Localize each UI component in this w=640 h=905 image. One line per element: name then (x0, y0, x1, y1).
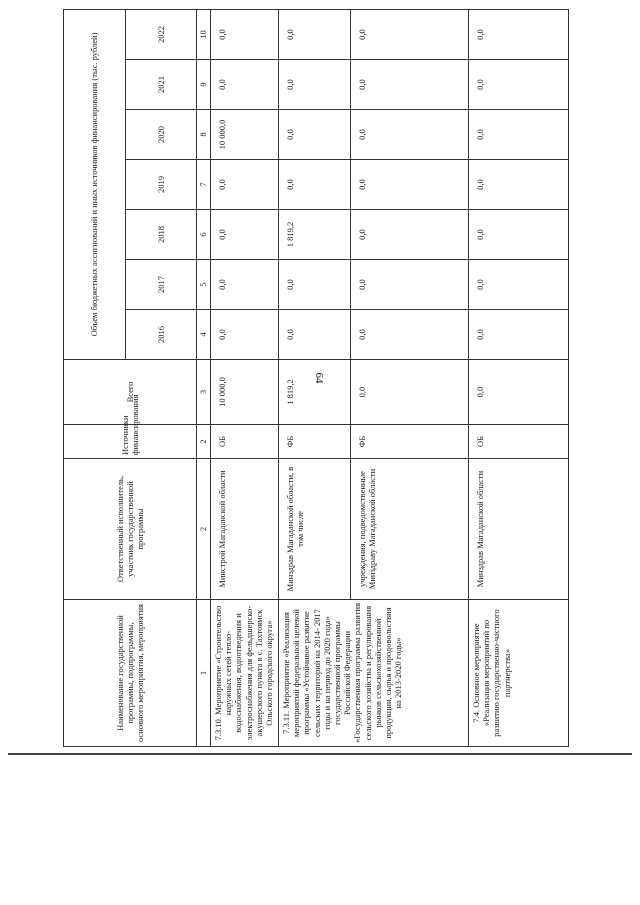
rotated-table-container (63, 10, 629, 747)
row-value: 0,0 (351, 360, 469, 425)
column-number: 6 (197, 210, 211, 260)
row-value: 0,0 (279, 260, 351, 310)
row-value: 0,0 (469, 160, 569, 210)
row-value: 0,0 (469, 9, 569, 59)
table-row (211, 9, 279, 746)
row-executor: Минздрав Магаданской области (469, 459, 569, 600)
row-executor: Минздрав Магаданской области, в том числе (279, 459, 351, 600)
row-value: 0,0 (211, 210, 279, 260)
row-name: 7.3.10. Мероприятие «Строительство наружных сетей тепло-водоснабжения, водоотведения и электроснабжения для фельдшерско-акушерского пункта в с. Тахтоямск Ольского городского округа» (211, 600, 279, 747)
budget-table (63, 9, 569, 747)
row-value: 0,0 (351, 260, 469, 310)
column-number: 10 (197, 9, 211, 59)
column-number: 1 (197, 600, 211, 747)
row-value: 0,0 (469, 210, 569, 260)
row-value: 0,0 (279, 310, 351, 360)
row-value: 0,0 (351, 110, 469, 160)
column-number: 4 (197, 310, 211, 360)
header-year: 2020 (126, 110, 197, 160)
header-year: 2017 (126, 260, 197, 310)
header-source: Источники финансирования (64, 425, 197, 459)
header-name: Наименование государственной программы, подпрограммы, основного мероприятия, мероприятия (64, 600, 197, 747)
column-number: 2 (197, 425, 211, 459)
header-year: 2022 (126, 9, 197, 59)
row-name: 7.4. Основное мероприятие «Реализация мероприятий по развитию государственно-частного партнерства» (469, 600, 569, 747)
column-number: 8 (197, 110, 211, 160)
row-value: 0,0 (211, 160, 279, 210)
row-value: 0,0 (469, 360, 569, 425)
row-source: ФБ (279, 425, 351, 459)
header-budget-group: Объем бюджетных ассигнований и иных источников финансирования (тыс. рублей) (64, 9, 126, 359)
row-name: 7.3.11. Мероприятие «Реализация мероприятий федеральной целевой программы «Устойчивое развитие сельских территорий на 2014- 2017 годы и на период до 2020 года» государственной программы Российской Федерации «Государственная программа развития сельского хозяйства и регулирования рынков сельскохозяйственной продукции, сырья и продовольствия на 2013-2020 годы» (279, 600, 469, 747)
row-source: ФБ (351, 425, 469, 459)
row-executor: Минстрой Магаданской области (211, 459, 279, 600)
table-row (279, 9, 351, 746)
column-number: 3 (197, 360, 211, 425)
row-value: 0,0 (279, 110, 351, 160)
row-value: 0,0 (469, 310, 569, 360)
row-value: 0,0 (279, 160, 351, 210)
row-value: 0,0 (211, 260, 279, 310)
row-executor: учреждения, подведомственные Минздраву Магаданской области (351, 459, 469, 600)
column-number: 9 (197, 60, 211, 110)
row-value: 0,0 (469, 260, 569, 310)
column-number: 5 (197, 260, 211, 310)
page-number: 64 (313, 372, 325, 384)
row-value: 0,0 (279, 60, 351, 110)
header-total: Всего (64, 360, 197, 425)
row-value: 0,0 (469, 110, 569, 160)
header-year: 2021 (126, 60, 197, 110)
row-value: 0,0 (351, 60, 469, 110)
row-source: ОБ (469, 425, 569, 459)
row-value: 0,0 (351, 210, 469, 260)
header-year: 2016 (126, 310, 197, 360)
row-value: 10 000,0 (211, 110, 279, 160)
row-value: 0,0 (351, 310, 469, 360)
header-executor: Ответственный исполнитель, участник государственной программы (64, 459, 197, 600)
table-row (469, 9, 569, 746)
row-value: 0,0 (279, 9, 351, 59)
row-value: 0,0 (211, 310, 279, 360)
column-number: 2 (197, 459, 211, 600)
row-value: 1 819,2 (279, 360, 351, 425)
header-year: 2019 (126, 160, 197, 210)
row-value: 10 000,0 (211, 360, 279, 425)
row-value: 1 819,2 (279, 210, 351, 260)
row-value: 0,0 (211, 9, 279, 59)
page-divider (8, 753, 632, 755)
row-value: 0,0 (351, 160, 469, 210)
row-value: 0,0 (211, 60, 279, 110)
row-value: 0,0 (351, 9, 469, 59)
row-value: 0,0 (469, 60, 569, 110)
column-number: 7 (197, 160, 211, 210)
row-source: ОБ (211, 425, 279, 459)
header-year: 2018 (126, 210, 197, 260)
